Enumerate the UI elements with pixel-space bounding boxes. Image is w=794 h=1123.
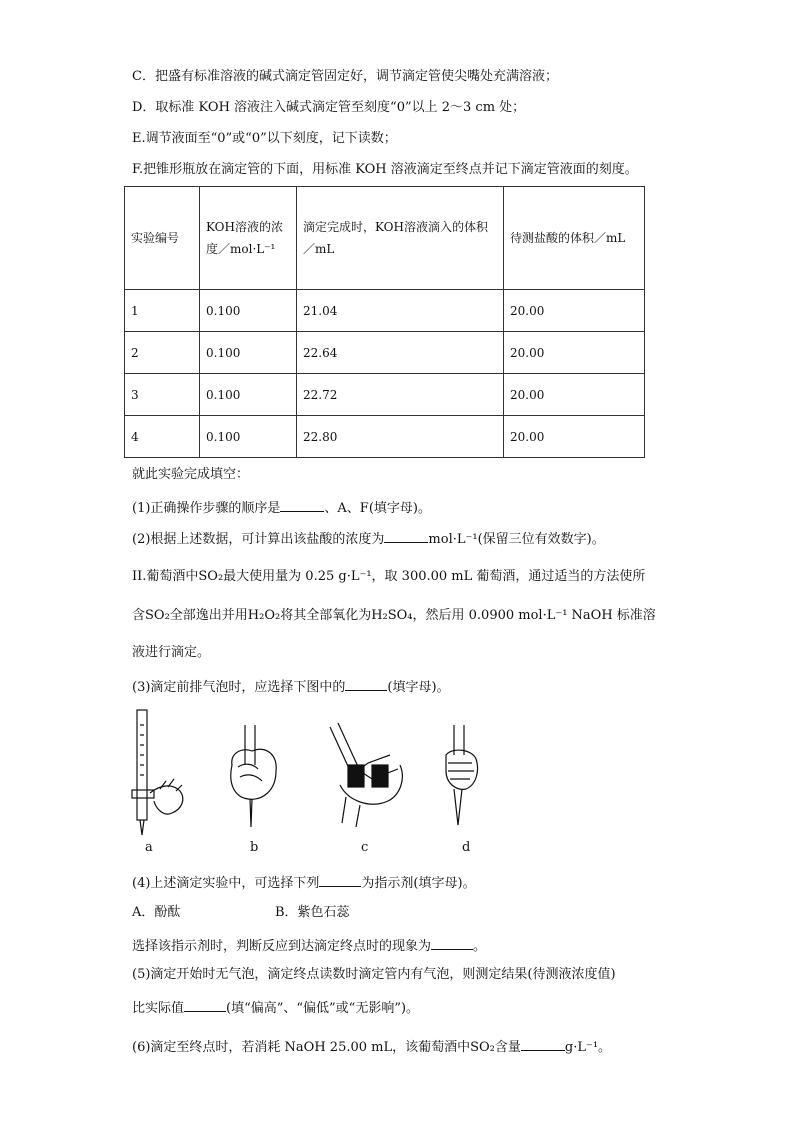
question-2 [132,528,605,549]
q3-text: (3)滴定前排气泡时，应选择下图中的 [132,680,346,695]
figure-c-burette [330,723,402,827]
step-f: F.把锥形瓶放在滴定管的下面，用标准 KOH 溶液滴定至终点并记下滴定管液面的刻度。 [132,162,638,177]
table-cell: 20.00 [504,290,645,332]
figure-label-b: b [250,840,259,855]
part2-line-3: 液进行滴定。 [132,645,211,660]
table-cell: 21.04 [297,290,504,332]
intro-text: 就此实验完成填空： [132,467,250,482]
part2-line-1: II.葡萄酒中SO₂最大使用量为 0.25 g·L⁻¹，取 300.00 mL 葡萄酒，通过适当的方法使所 [132,569,646,584]
table-cell: 0.100 [200,416,297,458]
q4-suffix: 为指示剂(填字母)。 [361,876,476,891]
question-4-endpoint [132,935,486,956]
table-cell: 22.64 [297,332,504,374]
table-cell: 20.00 [504,332,645,374]
answer-blank [280,497,324,512]
table-row [125,332,645,374]
q4c-text: 选择该指示剂时，判断反应到达滴定终点时的现象为 [132,939,432,954]
step-e: E.调节液面至“0”或“0”以下刻度，记下读数； [132,131,397,146]
table-cell: 0.100 [200,374,297,416]
question-5-line-2 [132,997,419,1018]
question-6 [132,1036,611,1057]
question-5-line-1: (5)滴定开始时无气泡，滴定终点读数时滴定管内有气泡，则测定结果(待测液浓度值) [132,967,616,982]
burette-figure [120,705,520,855]
question-4 [132,872,476,893]
step-d: D．取标准 KOH 溶液注入碱式滴定管至刻度“0”以上 2～3 cm 处； [132,100,526,115]
figure-label-d: d [462,840,471,855]
answer-blank [184,997,226,1012]
step-c: C．把盛有标准溶液的碱式滴定管固定好，调节滴定管使尖嘴处充满溶液； [132,69,558,84]
q1-text: (1)正确操作步骤的顺序是 [132,501,281,516]
data-table [124,186,645,458]
answer-blank [384,528,428,543]
table-cell: 0.100 [200,290,297,332]
q3-suffix: (填字母)。 [387,680,450,695]
table-header-cell: 待测盐酸的体积／mL [504,187,645,290]
table-cell: 22.80 [297,416,504,458]
q6-suffix: g·L⁻¹。 [564,1040,612,1055]
q2-text: (2)根据上述数据，可计算出该盐酸的浓度为 [132,532,385,547]
table-row [125,416,645,458]
question-1 [132,497,431,518]
q4c-suffix: 。 [473,939,487,954]
q6-text: (6)滴定至终点时，若消耗 NaOH 25.00 mL，该葡萄酒中SO₂含量 [132,1040,521,1055]
figure-label-c: c [361,840,369,855]
figure-b-burette [231,725,276,827]
table-cell: 2 [125,332,200,374]
table-cell: 20.00 [504,416,645,458]
figure-d-burette [446,725,478,825]
table-cell: 4 [125,416,200,458]
table-header-cell: 滴定完成时，KOH溶液滴入的体积／mL [297,187,504,290]
table-cell: 22.72 [297,374,504,416]
part2-line-2: 含SO₂全部逸出并用H₂O₂将其全部氧化为H₂SO₄，然后用 0.0900 mol·L⁻¹ NaOH 标准溶 [132,608,656,623]
table-header-cell: KOH溶液的浓度／mol·L⁻¹ [200,187,297,290]
option-a: A．酚酞 [132,905,181,920]
question-3 [132,676,450,697]
answer-blank [345,676,387,691]
table-cell: 1 [125,290,200,332]
figure-label-a: a [145,840,153,855]
table-header-row [125,187,645,290]
figure-a-burette [132,710,183,835]
answer-blank [431,935,473,950]
q1-suffix: 、A、F(填字母)。 [324,501,431,516]
table-cell: 0.100 [200,332,297,374]
table-row [125,374,645,416]
q2-suffix: mol·L⁻¹(保留三位有效数字)。 [428,532,605,547]
option-b: B．紫色石蕊 [275,905,350,920]
q5-text: 比实际值 [132,1001,185,1016]
answer-blank [319,872,361,887]
q4-text: (4)上述滴定实验中，可选择下列 [132,876,320,891]
table-header-cell: 实验编号 [125,187,200,290]
table-row [125,290,645,332]
table-cell: 20.00 [504,374,645,416]
q5-suffix: (填“偏高”、“偏低”或“无影响”)。 [226,1001,420,1016]
answer-blank [521,1036,565,1051]
table-cell: 3 [125,374,200,416]
